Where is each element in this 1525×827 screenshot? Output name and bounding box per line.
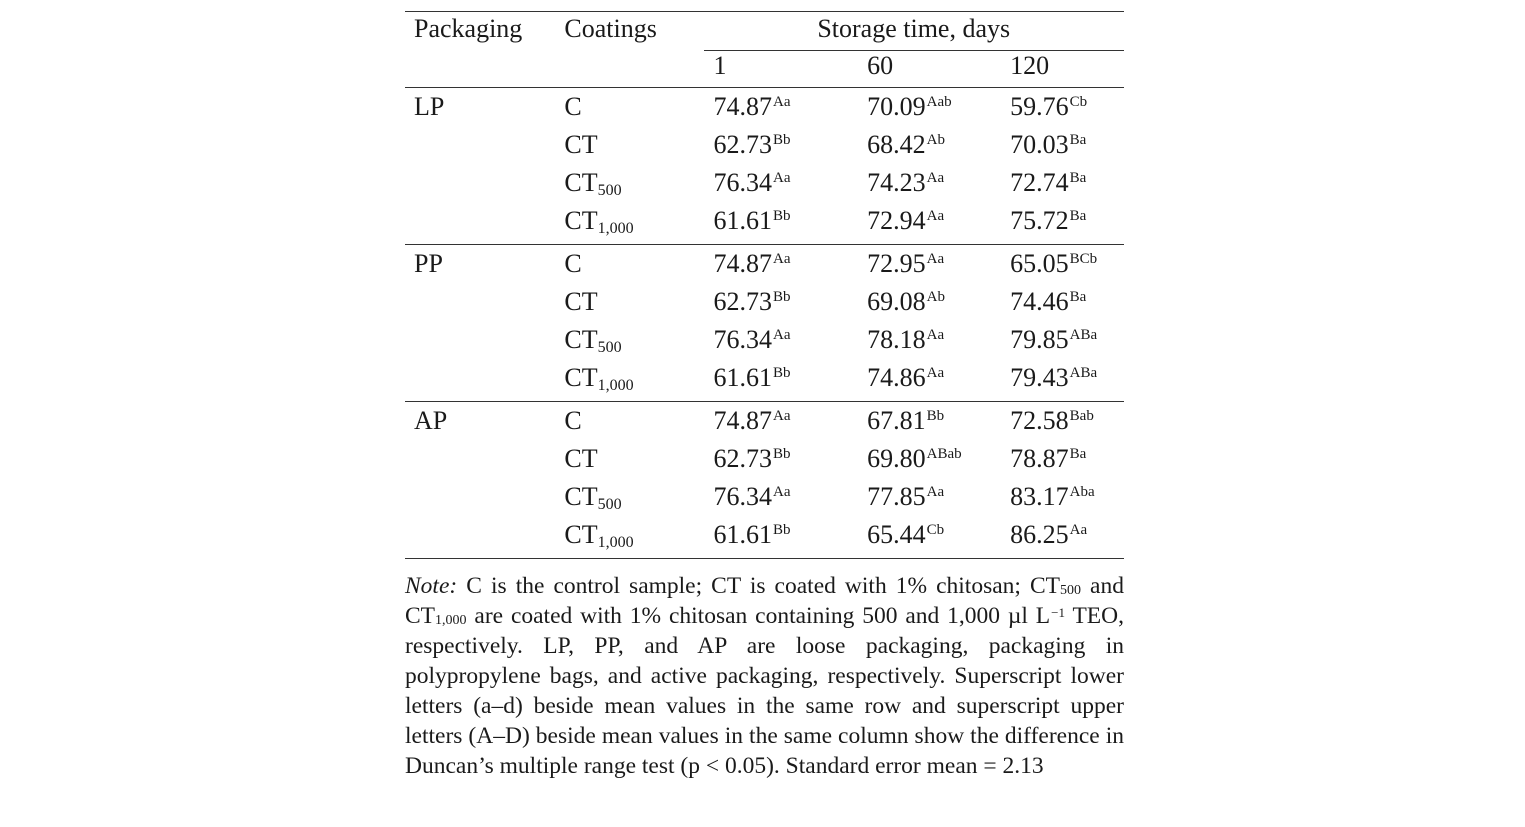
significance-letters: Ab (926, 289, 946, 305)
results-table-container (405, 11, 1124, 781)
significance-letters: Aba (1069, 484, 1095, 500)
cell-coating (554, 206, 703, 245)
cell-value (1010, 130, 1124, 168)
cell-coating (554, 88, 703, 131)
significance-letters: Bb (773, 289, 791, 305)
mean-value: 74.23 (867, 168, 926, 197)
cell-packaging (405, 444, 554, 482)
cell-coating (554, 482, 703, 520)
cell-value (1010, 287, 1124, 325)
mean-value: 74.86 (867, 363, 926, 392)
coating-name: CT (564, 287, 598, 316)
mean-value: 65.05 (1010, 249, 1069, 278)
mean-value: 62.73 (713, 287, 772, 316)
mean-value: 75.72 (1010, 206, 1069, 235)
coating-name: CT (564, 482, 598, 511)
table-body (405, 88, 1124, 559)
table-row (405, 482, 1124, 520)
header-spacer (554, 51, 703, 88)
cell-packaging: AP (414, 406, 448, 435)
table-row (405, 245, 1124, 288)
cell-value (704, 363, 868, 402)
note-text: are coated with 1% chitosan containing 500 and 1,000 µl L (466, 603, 1051, 629)
mean-value: 69.80 (867, 444, 926, 473)
coating-name: CT (564, 363, 598, 392)
cell-packaging (405, 130, 554, 168)
mean-value: 79.43 (1010, 363, 1069, 392)
mean-value: 83.17 (1010, 482, 1069, 511)
significance-letters: Bb (773, 365, 791, 381)
coating-name: C (564, 92, 582, 121)
significance-letters: ABa (1069, 365, 1098, 381)
significance-letters: ABab (926, 446, 962, 462)
cell-value (1010, 363, 1124, 402)
cell-value (704, 444, 868, 482)
significance-letters: Ba (1069, 170, 1087, 186)
cell-packaging (405, 363, 554, 402)
coating-name: CT (564, 520, 598, 549)
cell-coating (554, 363, 703, 402)
significance-letters: Bb (773, 132, 791, 148)
mean-value: 65.44 (867, 520, 926, 549)
table-row (405, 287, 1124, 325)
cell-value (867, 245, 1010, 288)
note-text: TEO, respectively. LP, PP, and AP are loose packaging, packaging in polypropylene bags, and active packaging, respectively. Superscript lower letters (a–d) beside mean values in the same row and superscript upper letters (A–D) beside mean values in the same column show the difference in Duncan’s multiple range test (p < 0.05). Standard error mean = 2.13 (405, 603, 1124, 779)
cell-coating (554, 444, 703, 482)
cell-value (704, 325, 868, 363)
cell-coating (554, 130, 703, 168)
mean-value: 72.94 (867, 206, 926, 235)
significance-letters: Aa (773, 327, 791, 343)
cell-value (1010, 88, 1124, 131)
cell-value (704, 482, 868, 520)
mean-value: 67.81 (867, 406, 926, 435)
significance-letters: Cb (1069, 94, 1088, 110)
note-subscript: 500 (1060, 583, 1082, 598)
cell-coating (554, 325, 703, 363)
table-row (405, 402, 1124, 445)
cell-value (867, 444, 1010, 482)
coating-name: CT (564, 325, 598, 354)
cell-packaging (405, 482, 554, 520)
significance-letters: Ba (1069, 208, 1087, 224)
header-day-60: 60 (867, 51, 894, 80)
cell-value (1010, 206, 1124, 245)
table-row (405, 444, 1124, 482)
cell-coating (554, 402, 703, 445)
table-row (405, 520, 1124, 559)
cell-value (704, 245, 868, 288)
header-storage-time: Storage time, days (704, 12, 1125, 51)
mean-value: 72.58 (1010, 406, 1069, 435)
cell-value (1010, 520, 1124, 559)
coating-name: CT (564, 206, 598, 235)
significance-letters: Ba (1069, 446, 1087, 462)
significance-letters: Aa (773, 170, 791, 186)
significance-letters: Aa (926, 327, 945, 343)
cell-value (867, 482, 1010, 520)
cell-coating (554, 168, 703, 206)
cell-packaging (405, 168, 554, 206)
header-day-1: 1 (713, 51, 727, 80)
cell-value (867, 325, 1010, 363)
table-row (405, 168, 1124, 206)
coating-name: CT (564, 168, 598, 197)
mean-value: 62.73 (713, 130, 772, 159)
cell-value (1010, 325, 1124, 363)
mean-value: 72.74 (1010, 168, 1069, 197)
cell-value (867, 130, 1010, 168)
mean-value: 59.76 (1010, 92, 1069, 121)
mean-value: 74.87 (713, 249, 772, 278)
cell-coating (554, 287, 703, 325)
significance-letters: Aa (926, 170, 945, 186)
significance-letters: Ba (1069, 289, 1087, 305)
cell-packaging (405, 206, 554, 245)
cell-value (1010, 402, 1124, 445)
coating-name: C (564, 406, 582, 435)
header-packaging: Packaging (414, 14, 523, 43)
significance-letters: Aa (773, 408, 791, 424)
cell-value (704, 88, 868, 131)
mean-value: 78.87 (1010, 444, 1069, 473)
note-text: and CT (405, 573, 1124, 629)
mean-value: 62.73 (713, 444, 772, 473)
table-row (405, 363, 1124, 402)
significance-letters: Bb (773, 522, 791, 538)
significance-letters: Aa (773, 484, 791, 500)
cell-value (704, 130, 868, 168)
cell-value (704, 402, 868, 445)
note-subscript: 1,000 (435, 613, 467, 628)
note-text: C is the control sample; CT is coated with 1% chitosan; CT (457, 573, 1061, 599)
cell-value (704, 206, 868, 245)
coating-subscript: 1,000 (597, 220, 634, 237)
table-row (405, 325, 1124, 363)
table-row (405, 206, 1124, 245)
cell-packaging: LP (414, 92, 445, 121)
cell-coating (554, 520, 703, 559)
note-superscript: −1 (1051, 605, 1065, 620)
significance-letters: Aa (773, 251, 791, 267)
mean-value: 76.34 (713, 482, 772, 511)
cell-value (1010, 444, 1124, 482)
mean-value: 70.03 (1010, 130, 1069, 159)
significance-letters: Bab (1069, 408, 1094, 424)
header-spacer (405, 51, 554, 88)
significance-letters: Ba (1069, 132, 1087, 148)
mean-value: 78.18 (867, 325, 926, 354)
coating-subscript: 1,000 (597, 534, 634, 551)
cell-packaging (405, 287, 554, 325)
coating-name: CT (564, 444, 598, 473)
mean-value: 74.87 (713, 406, 772, 435)
cell-coating (554, 245, 703, 288)
significance-letters: Ab (926, 132, 946, 148)
cell-packaging: PP (414, 249, 443, 278)
coating-subscript: 500 (597, 496, 622, 513)
mean-value: 69.08 (867, 287, 926, 316)
table-row (405, 88, 1124, 131)
cell-value (867, 402, 1010, 445)
significance-letters: Aa (1069, 522, 1088, 538)
coating-subscript: 500 (597, 339, 622, 356)
cell-value (867, 363, 1010, 402)
significance-letters: Aa (926, 484, 945, 500)
mean-value: 74.87 (713, 92, 772, 121)
header-day-120: 120 (1010, 51, 1050, 80)
mean-value: 72.95 (867, 249, 926, 278)
mean-value: 74.46 (1010, 287, 1069, 316)
significance-letters: Aa (926, 365, 945, 381)
coating-subscript: 1,000 (597, 377, 634, 394)
mean-value: 77.85 (867, 482, 926, 511)
mean-value: 61.61 (713, 520, 772, 549)
cell-packaging (405, 325, 554, 363)
significance-letters: Aab (926, 94, 952, 110)
significance-letters: ABa (1069, 327, 1098, 343)
cell-value (704, 287, 868, 325)
mean-value: 61.61 (713, 206, 772, 235)
cell-value (1010, 168, 1124, 206)
cell-value (867, 520, 1010, 559)
significance-letters: Bb (773, 446, 791, 462)
cell-value (867, 88, 1010, 131)
significance-letters: Aa (773, 94, 791, 110)
mean-value: 76.34 (713, 168, 772, 197)
significance-letters: Aa (926, 251, 945, 267)
coating-name: CT (564, 130, 598, 159)
mean-value: 61.61 (713, 363, 772, 392)
cell-value (1010, 482, 1124, 520)
significance-letters: BCb (1069, 251, 1098, 267)
cell-value (704, 520, 868, 559)
table-note (405, 571, 1124, 781)
significance-letters: Bb (773, 208, 791, 224)
significance-letters: Aa (926, 208, 945, 224)
mean-value: 86.25 (1010, 520, 1069, 549)
cell-packaging (405, 520, 554, 559)
cell-value (867, 287, 1010, 325)
results-table (405, 11, 1124, 559)
significance-letters: Cb (926, 522, 945, 538)
header-coatings: Coatings (564, 14, 657, 43)
cell-value (867, 206, 1010, 245)
mean-value: 68.42 (867, 130, 926, 159)
mean-value: 76.34 (713, 325, 772, 354)
table-row (405, 130, 1124, 168)
cell-value (867, 168, 1010, 206)
coating-subscript: 500 (597, 182, 622, 199)
coating-name: C (564, 249, 582, 278)
cell-value (704, 168, 868, 206)
significance-letters: Bb (926, 408, 945, 424)
cell-value (1010, 245, 1124, 288)
note-label: Note: (405, 573, 458, 599)
mean-value: 70.09 (867, 92, 926, 121)
mean-value: 79.85 (1010, 325, 1069, 354)
